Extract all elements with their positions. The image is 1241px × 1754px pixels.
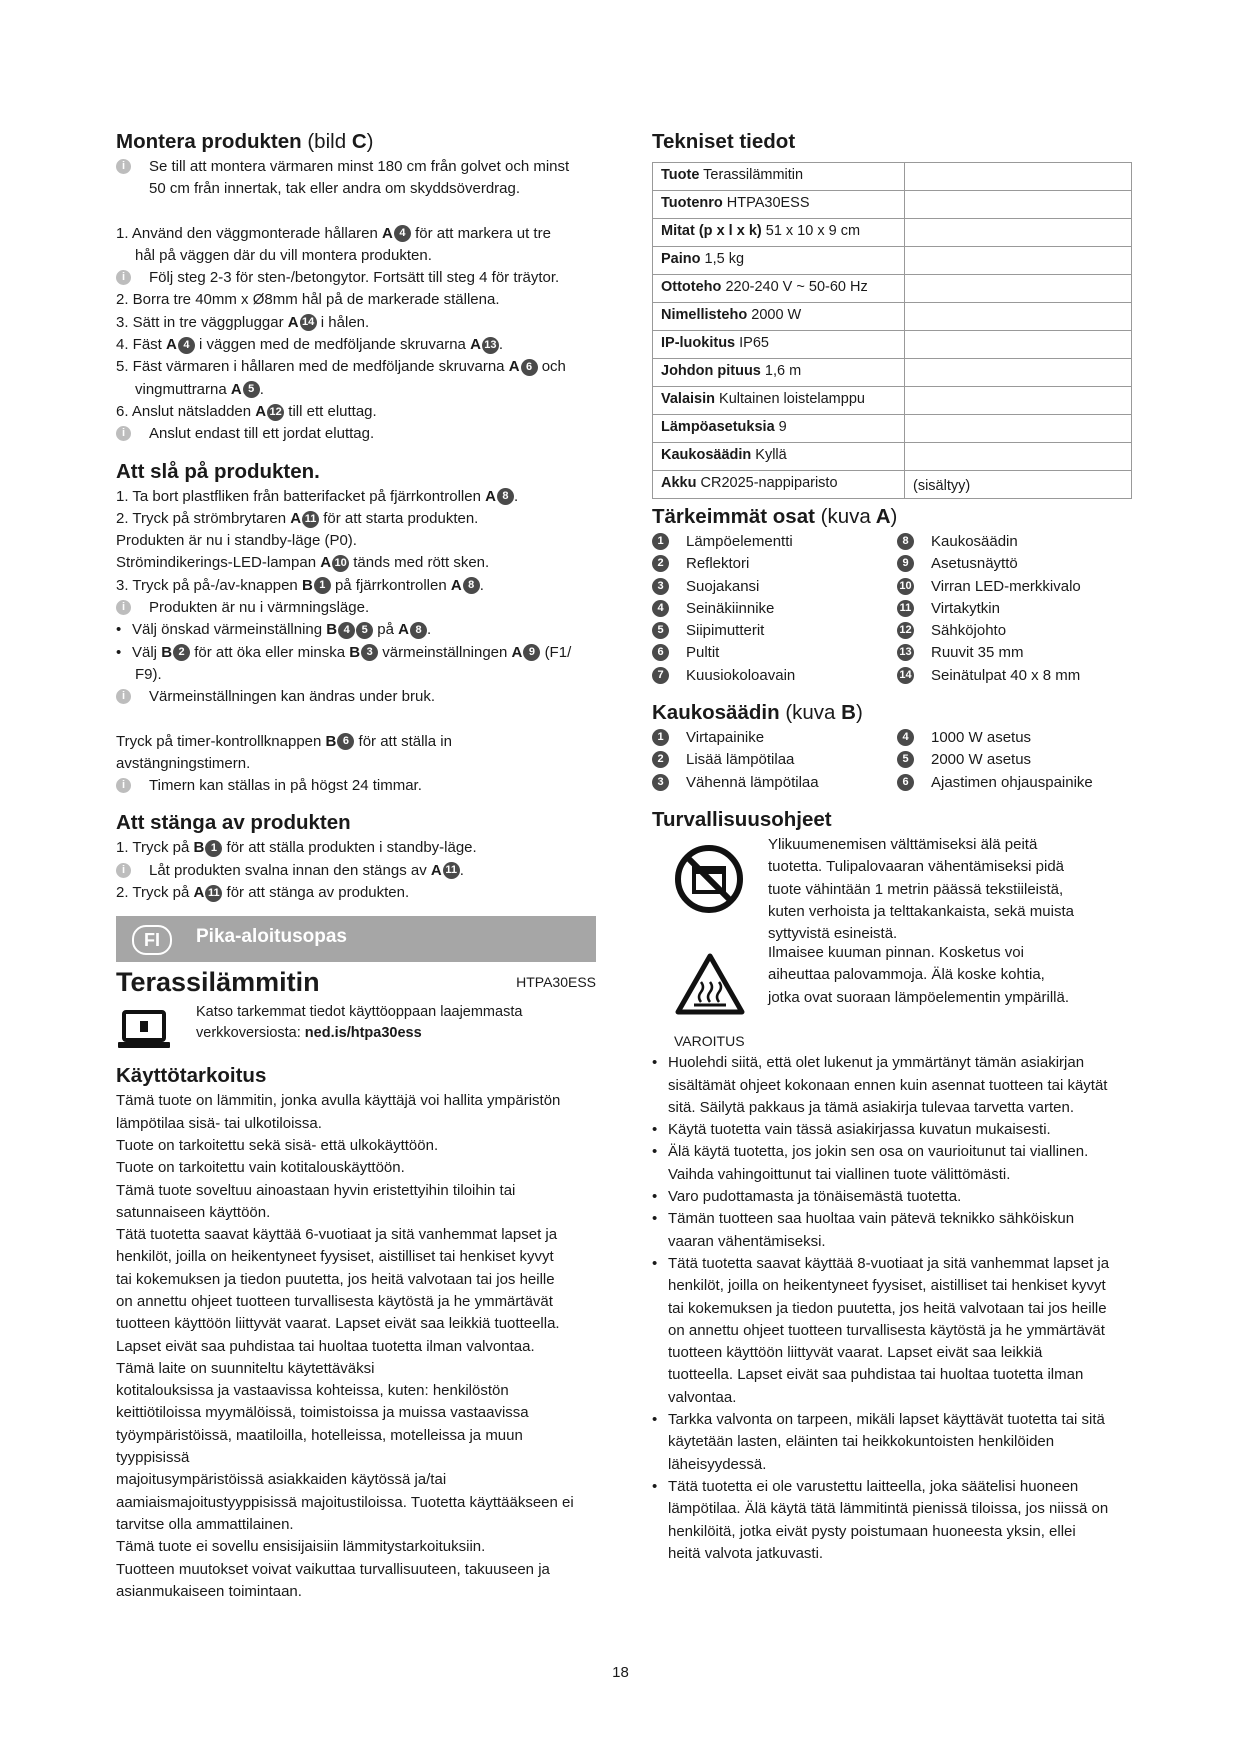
spec-value: 51 x 10 x 9 cm (765, 223, 861, 239)
info-note: i Timern kan ställas in på högst 24 timmar. (116, 775, 596, 797)
info-icon: i (116, 600, 131, 615)
spec-row (653, 359, 1132, 387)
manual-text: verkkoversiosta: ned.is/htpa30ess (196, 1025, 422, 1042)
hot-surface-icon (674, 952, 746, 1016)
spec-value: 1,6 m (764, 363, 802, 379)
spec-cell (653, 471, 905, 499)
bullet-item: • Välj B 2 för att öka eller minska B 3 värmeinställningen A 9 (F1/ (116, 642, 596, 664)
safety-line: jotka ovat suoraan lämpöelementin ympärillä. (768, 988, 1069, 1006)
number-badge: 5 (897, 751, 914, 768)
number-badge: 1 (652, 729, 669, 746)
part-item (897, 665, 1132, 687)
info-icon: i (116, 426, 131, 441)
part-item (897, 749, 1132, 771)
warning-line: tai kokemuksen ja tiedon puutetta, jos heitä valvotaan tai jos heille (668, 1299, 1107, 1317)
spec-key: Valaisin (661, 391, 716, 407)
number-badge: 9 (523, 644, 540, 661)
off-step-2: 2. Tryck på A 11 för att stänga av produkten. (116, 884, 410, 902)
part-item (897, 772, 1132, 794)
warning-line: • Tätä tuotetta saavat käyttää 8-vuotiaat ja sitä vanhemmat lapset ja (652, 1253, 1132, 1275)
part-label: Lisää lämpötilaa (686, 751, 795, 769)
number-badge: 5 (243, 381, 260, 398)
part-label: Virtakytkin (931, 599, 1000, 617)
language-banner (116, 916, 596, 962)
info-note-cont: 50 cm från innertak, tak eller andra om skyddsöverdrag. (149, 180, 521, 198)
part-label: Seinäkiinnike (686, 599, 775, 617)
mount-heading: Montera produkten (bild C) (116, 130, 374, 153)
number-badge: 4 (394, 225, 411, 242)
spec-value: Kyllä (755, 447, 787, 463)
warning-line: tuotteella. Lapset eivät saa puhdistaa tai huoltaa tuotetta ilman (668, 1366, 1084, 1384)
warning-line: • Älä käytä tuotetta, jos jokin sen osa on vaurioitunut tai viallinen. (652, 1141, 1132, 1163)
part-label: Kaukosäädin (931, 533, 1018, 550)
part-label: Vähennä lämpötilaa (686, 773, 819, 791)
number-badge: 1 (652, 533, 669, 550)
warning-line: käytetään lasten, eläinten tai heikkokuntoisten henkilöiden (668, 1433, 1055, 1451)
part-item (652, 772, 897, 794)
power-on-heading: Att slå på produkten. (116, 459, 320, 483)
manual-link[interactable]: ned.is/htpa30ess (304, 1025, 422, 1042)
timer-text: Tryck på timer-kontrollknappen B 6 för att ställa in (116, 732, 452, 750)
spec-value: Terassilämmitin (703, 167, 804, 183)
remote-list (652, 727, 1132, 794)
purpose-line: on annettu ohjeet tuotteen turvallisesta käytöstä ja he ymmärtävät (116, 1292, 553, 1310)
spec-cell-extra (905, 387, 1132, 415)
part-label: Kuusiokoloavain (686, 666, 796, 684)
spec-cell (653, 415, 905, 443)
mount-step-1: 1. Använd den väggmonterade hållaren A 4 för att markera ut tre (116, 224, 551, 242)
number-badge: 6 (521, 359, 538, 376)
mount-step-5: 5. Fäst värmaren i hållaren med de medföljande skruvarna A 6 och (116, 358, 566, 376)
purpose-line: tuotteen käyttöön liittyvät vaarat. Lapset eivät saa leikkiä tuotteella. (116, 1315, 560, 1333)
banner-label: Pika-aloitusopas (196, 926, 347, 948)
spec-row (653, 191, 1132, 219)
purpose-line: Lapset eivät saa puhdistaa tai huoltaa tuotetta ilman valvontaa. (116, 1337, 535, 1355)
number-badge: 8 (897, 533, 914, 550)
part-label: Seinätulpat 40 x 8 mm (931, 666, 1081, 684)
warning-line: • Tämän tuotteen saa huoltaa vain pätevä teknikko sähköiskun (652, 1208, 1132, 1230)
number-badge: 2 (652, 555, 669, 572)
bullet-item: • Välj önskad värmeinställning B 4 5 på A 8 . (116, 619, 596, 641)
purpose-line: Tämä tuote ei sovellu ensisijaisiin lämmitystarkoituksiin. (116, 1538, 486, 1556)
spec-cell (653, 303, 905, 331)
part-item (897, 553, 1132, 575)
warning-label: VAROITUS (674, 1032, 745, 1049)
number-badge: 12 (267, 404, 284, 421)
safety-text (768, 834, 1074, 945)
model-code: HTPA30ESS (516, 974, 596, 991)
left-column (116, 128, 596, 1603)
remote-heading: Kaukosäädin (kuva B) (652, 701, 863, 725)
purpose-text (116, 1090, 596, 1603)
part-label: Ajastimen ohjauspainike (931, 773, 1093, 791)
power-off-heading: Att stänga av produkten (116, 811, 351, 835)
safety-text (768, 942, 1069, 1009)
manual-reference (116, 1002, 596, 1062)
do-not-cover-icon (674, 844, 744, 914)
spec-heading: Tekniset tiedot (652, 130, 796, 153)
warning-line: • Huolehdi siitä, että olet lukenut ja ymmärtänyt tämän asiakirjan (652, 1052, 1132, 1074)
warning-line: • Tarkka valvonta on tarpeen, mikäli lapset käyttävät tuotetta tai sitä (652, 1409, 1132, 1431)
spec-key: Ottoteho (661, 279, 722, 295)
warning-line: • Käytä tuotetta vain tässä asiakirjassa kuvatun mukaisesti. (652, 1119, 1132, 1141)
number-badge: 11 (443, 862, 460, 879)
part-label: Virtapainike (686, 729, 765, 747)
spec-row (653, 443, 1132, 471)
spec-value: IP65 (739, 335, 769, 351)
spec-row (653, 163, 1132, 191)
number-badge: 2 (652, 751, 669, 768)
spec-cell (653, 191, 905, 219)
part-item (652, 553, 897, 575)
number-badge: 6 (897, 774, 914, 791)
number-badge: 11 (302, 511, 319, 528)
spec-key: Lämpöasetuksia (661, 419, 775, 435)
purpose-line: tai kokemuksen ja tiedon puutetta, jos heitä valvotaan tai jos heille (116, 1270, 555, 1288)
number-badge: 12 (897, 622, 914, 639)
spec-key: Tuotenro (661, 195, 723, 211)
part-item (652, 598, 897, 620)
spec-extra: (sisältyy) (913, 478, 971, 494)
info-note: i Anslut endast till ett jordat eluttag. (116, 423, 596, 445)
purpose-line: työympäristöissä, maatiloilla, hotelleissa, motelleissa ja muun (116, 1426, 523, 1444)
purpose-line: Tuote on tarkoitettu sekä sisä- että ulkokäyttöön. (116, 1136, 439, 1154)
on-step-2: 2. Tryck på strömbrytaren A 11 för att starta produkten. (116, 509, 479, 527)
safety-heading: Turvallisuusohjeet (652, 807, 832, 831)
off-step-1: 1. Tryck på B 1 för att ställa produkten i standby-läge. (116, 839, 477, 857)
spec-row (653, 415, 1132, 443)
number-badge: 14 (897, 667, 914, 684)
info-note: i Värmeinställningen kan ändras under bruk. (116, 686, 596, 708)
number-badge: 10 (332, 555, 349, 572)
number-badge: 10 (897, 578, 914, 595)
number-badge: 13 (482, 337, 499, 354)
part-item (652, 727, 897, 749)
info-icon: i (116, 778, 131, 793)
part-label: Siipimutterit (686, 622, 765, 640)
purpose-line: Tuotteen muutokset voivat vaikuttaa turvallisuuteen, takuuseen ja (116, 1560, 550, 1578)
part-item (897, 620, 1132, 642)
info-note: i Följ steg 2-3 för sten-/betongytor. Fortsätt till steg 4 för träytor. (116, 267, 596, 289)
warning-line: • Tätä tuotetta ei ole varustettu laitteella, joka säätelisi huoneen (652, 1476, 1132, 1498)
number-badge: 4 (652, 600, 669, 617)
info-icon: i (116, 159, 131, 174)
safety-line: tuote vähintään 1 metrin päässä tekstiileistä, (768, 880, 1064, 898)
purpose-line: Tämä tuote on lämmitin, jonka avulla käyttäjä voi hallita ympäristön (116, 1092, 561, 1110)
spec-cell-extra (905, 443, 1132, 471)
part-label: 1000 W asetus (931, 729, 1032, 747)
purpose-line: Tätä tuotetta saavat käyttää 6-vuotiaat ja sitä vanhemmat lapset ja (116, 1226, 558, 1244)
part-label: Suojakansi (686, 577, 760, 595)
safety-line: syttyvistä esineistä. (768, 925, 898, 943)
warning-line: sitä. Säilytä pakkaus ja tämä asiakirja tulevaa tarvetta varten. (668, 1098, 1075, 1116)
on-step-1: 1. Ta bort plastfliken från batterifacket på fjärrkontrollen A 8 . (116, 487, 519, 505)
spec-key: Tuote (661, 167, 700, 183)
purpose-line: Tuote on tarkoitettu vain kotitalouskäyttöön. (116, 1159, 405, 1177)
purpose-line: Tämä laite on suunniteltu käytettäväksi (116, 1359, 375, 1377)
spec-cell-extra (905, 415, 1132, 443)
page-number: 18 (612, 1664, 629, 1681)
warning-line: henkilöitä, jotka eivät pysty poistumaan huoneesta yksin, ellei (668, 1522, 1076, 1540)
info-icon: i (116, 689, 131, 704)
spec-cell (653, 247, 905, 275)
spec-cell-extra (905, 247, 1132, 275)
parts-list (652, 531, 1132, 687)
spec-row (653, 331, 1132, 359)
purpose-line: henkilöt, joilla on heikentyneet fyysiset, aistilliset tai henkiset kyvyt (116, 1248, 554, 1266)
part-label: Sähköjohto (931, 622, 1007, 640)
spec-key: Johdon pituus (661, 363, 761, 379)
purpose-line: lämpötilaa sisä- tai ulkotiloissa. (116, 1114, 322, 1132)
spec-cell (653, 331, 905, 359)
spec-row (653, 275, 1132, 303)
on-text: Strömindikerings-LED-lampan A 10 tänds med rött sken. (116, 554, 490, 572)
safety-line: tuotetta. Tulipalovaaran vähentämiseksi pidä (768, 858, 1065, 876)
purpose-line: aamiaismajoitustyyppisissä majoitustiloissa. Tuotetta käyttääkseen ei (116, 1493, 574, 1511)
spec-key: Paino (661, 251, 701, 267)
info-note: i Se till att montera värmaren minst 180 cm från golvet och minst (116, 156, 596, 178)
number-badge: 8 (410, 622, 427, 639)
part-item (897, 598, 1132, 620)
spec-key: Mitat (p x l x k) (661, 223, 762, 239)
mount-step-3: 3. Sätt in tre väggpluggar A 14 i hålen. (116, 313, 370, 331)
spec-cell (653, 275, 905, 303)
spec-cell-extra (905, 303, 1132, 331)
parts-heading: Tärkeimmät osat (kuva A) (652, 505, 898, 528)
purpose-line: Tämä tuote soveltuu ainoastaan hyvin eristettyihin tiloihin tai (116, 1181, 516, 1199)
spec-cell (653, 359, 905, 387)
manual-text: Katso tarkemmat tiedot käyttöoppaan laajemmasta (196, 1004, 523, 1021)
warning-line: • Varo pudottamasta ja tönäisemästä tuotetta. (652, 1186, 1132, 1208)
spec-cell-extra (905, 275, 1132, 303)
info-icon: i (116, 270, 131, 285)
number-badge: 2 (173, 644, 190, 661)
spec-cell (653, 387, 905, 415)
spec-row (653, 471, 1132, 499)
part-label: Virran LED-merkkivalo (931, 577, 1081, 595)
on-step-3: 3. Tryck på på-/av-knappen B 1 på fjärrkontrollen A 8 . (116, 576, 484, 594)
bullet-item-cont: F9). (135, 665, 162, 683)
number-badge: 3 (361, 644, 378, 661)
part-label: 2000 W asetus (931, 751, 1032, 769)
number-badge: 13 (897, 644, 914, 661)
warning-line: lämpötilaa. Älä käytä tätä lämmitintä pienissä tiloissa, jos niissä on (668, 1500, 1109, 1518)
spec-cell-extra (905, 219, 1132, 247)
spec-key: Akku (661, 475, 697, 491)
spec-row (653, 247, 1132, 275)
number-badge: 3 (652, 774, 669, 791)
warning-line: läheisyydessä. (668, 1455, 767, 1473)
mount-step-5-cont: vingmuttrarna A 5 . (135, 380, 264, 398)
part-label: Ruuvit 35 mm (931, 644, 1024, 662)
spec-row (653, 387, 1132, 415)
warning-line: valvontaa. (668, 1388, 737, 1406)
language-code: FI (132, 925, 172, 955)
purpose-line: majoitusympäristöissä asiakkaiden käytössä ja/tai (116, 1471, 447, 1489)
purpose-heading: Käyttötarkoitus (116, 1064, 267, 1088)
part-item (652, 531, 897, 553)
purpose-line: keittiötiloissa myymälöissä, toimistoissa ja muissa vastaavissa (116, 1404, 529, 1422)
part-item (652, 665, 897, 687)
spec-value: CR2025-nappiparisto (700, 475, 838, 491)
spec-value: 9 (778, 419, 787, 435)
number-badge: 6 (652, 644, 669, 661)
safety-line: kuten verhoista ja telttakankaista, sekä muista (768, 902, 1074, 920)
purpose-line: satunnaiseen käyttöön. (116, 1203, 271, 1221)
number-badge: 4 (897, 729, 914, 746)
purpose-line: kotitalouksissa ja vastaavissa kohteissa, kuten: henkilöstön (116, 1382, 509, 1400)
warning-line: sisältämät ohjeet kokonaan ennen kuin asennat tuotteen tai käytät (668, 1076, 1108, 1094)
spec-table (652, 162, 1132, 499)
info-icon: i (116, 863, 131, 878)
spec-key: Kaukosäädin (661, 447, 752, 463)
part-label: Reflektori (686, 555, 750, 573)
part-label: Lämpöelementti (686, 533, 793, 550)
number-badge: 1 (314, 577, 331, 594)
safety-line: aiheuttaa palovammoja. Älä koske kohtia, (768, 966, 1045, 984)
purpose-line: tarvitse olla ammattilainen. (116, 1515, 294, 1533)
spec-value: 2000 W (751, 307, 802, 323)
part-item (897, 642, 1132, 664)
part-item (897, 727, 1132, 749)
safety-item (652, 834, 1132, 942)
spec-key: Nimellisteho (661, 307, 748, 323)
number-badge: 14 (300, 314, 317, 331)
right-column (652, 128, 1132, 1565)
number-badge: 11 (897, 600, 914, 617)
number-badge: 9 (897, 555, 914, 572)
purpose-line: asianmukaiseen toimintaan. (116, 1582, 302, 1600)
part-label: Asetusnäyttö (931, 555, 1018, 573)
number-badge: 5 (652, 622, 669, 639)
warning-line: on annettu ohjeet tuotteen turvallisesta käytöstä ja he ymmärtävät (668, 1321, 1105, 1339)
spec-cell-extra (905, 471, 1132, 499)
number-badge: 5 (356, 622, 373, 639)
number-badge: 7 (652, 667, 669, 684)
laptop-icon (118, 1010, 170, 1050)
warning-list (652, 1052, 1132, 1565)
on-text: Produkten är nu i standby-läge (P0). (116, 532, 357, 550)
spec-cell-extra (905, 163, 1132, 191)
spec-cell (653, 163, 905, 191)
warning-line: vaaran vähentämiseksi. (668, 1232, 826, 1250)
mount-step-2: 2. Borra tre 40mm x Ø8mm hål på de markerade ställena. (116, 291, 500, 309)
number-badge: 8 (497, 488, 514, 505)
spec-value: Kultainen loistelamppu (719, 391, 865, 407)
product-title: Terassilämmitin (116, 967, 320, 998)
mount-step-4: 4. Fäst A 4 i väggen med de medföljande skruvarna A 13 . (116, 336, 504, 354)
warning-line: henkilöt, joilla on heikentyneet fyysiset, aistilliset tai henkiset kyvyt (668, 1277, 1106, 1295)
spec-cell-extra (905, 331, 1132, 359)
part-item (897, 531, 1132, 553)
number-badge: 3 (652, 578, 669, 595)
safety-item (652, 942, 1132, 1030)
info-note: i Låt produkten svalna innan den stängs av A 11 . (116, 860, 596, 882)
part-item (652, 749, 897, 771)
safety-line: Ilmaisee kuuman pinnan. Kosketus voi (768, 943, 1024, 961)
spec-cell-extra (905, 191, 1132, 219)
part-item (652, 620, 897, 642)
spec-key: IP-luokitus (661, 335, 736, 351)
spec-row (653, 219, 1132, 247)
product-header (116, 962, 596, 1002)
warning-line: Vaihda vahingoittunut tai viallinen tuote välittömästi. (668, 1165, 1011, 1183)
spec-cell (653, 219, 905, 247)
number-badge: 1 (205, 840, 222, 857)
number-badge: 4 (178, 337, 195, 354)
warning-line: tuotteen käyttöön liittyvät vaarat. Lapset eivät saa leikkiä (668, 1344, 1043, 1362)
part-item (897, 576, 1132, 598)
number-badge: 6 (337, 733, 354, 750)
part-item (652, 576, 897, 598)
mount-step-1-cont: hål på väggen där du vill montera produkten. (135, 246, 432, 264)
mount-step-6: 6. Anslut nätsladden A 12 till ett eluttag. (116, 402, 377, 420)
spec-cell-extra (905, 359, 1132, 387)
spec-cell (653, 443, 905, 471)
spec-value: HTPA30ESS (726, 195, 810, 211)
part-item (652, 642, 897, 664)
part-label: Pultit (686, 644, 720, 662)
number-badge: 4 (338, 622, 355, 639)
timer-text: avstängningstimern. (116, 754, 251, 772)
spec-value: 1,5 kg (704, 251, 745, 267)
spec-value: 220-240 V ~ 50-60 Hz (725, 279, 868, 295)
safety-line: Ylikuumenemisen välttämiseksi älä peitä (768, 835, 1038, 853)
purpose-line: tyyppisissä (116, 1449, 190, 1467)
number-badge: 11 (205, 885, 222, 902)
warning-line: heitä valvota jatkuvasti. (668, 1544, 824, 1562)
info-note: i Produkten är nu i värmningsläge. (116, 597, 596, 619)
spec-row (653, 303, 1132, 331)
number-badge: 8 (463, 577, 480, 594)
